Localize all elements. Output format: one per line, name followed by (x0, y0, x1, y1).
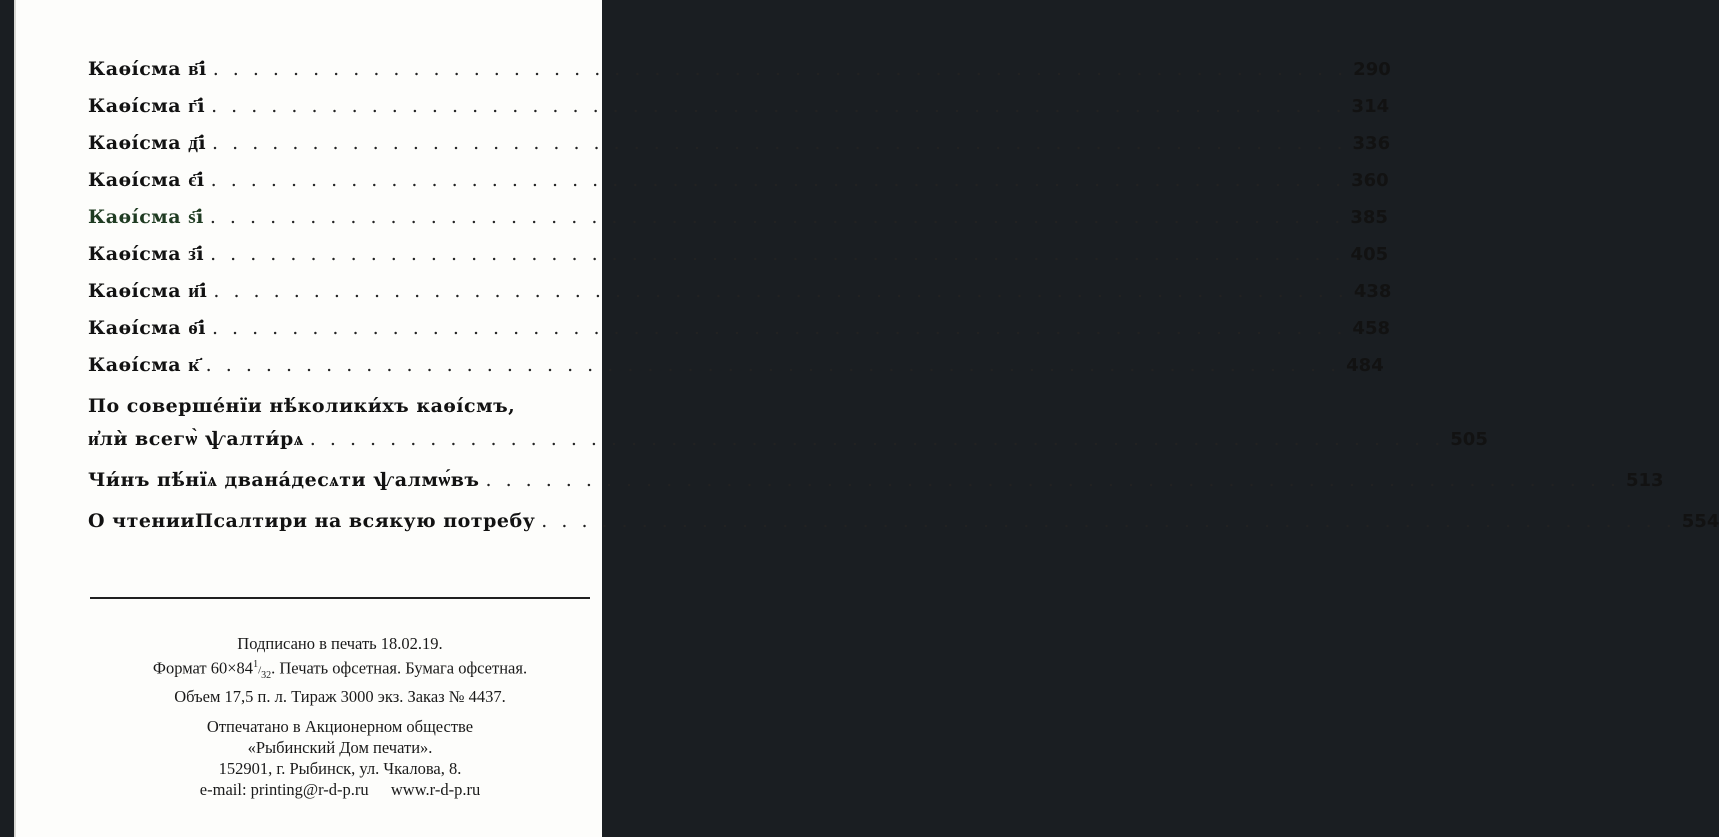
dot-leader: . . . . . . . . . . . . . . . . . . . . . . . . . . . . . . . . . . . . . . . . . . . . . . . . . . . . . . . . . (210, 169, 1346, 191)
toc-entry-title: О чтенииПсалтири на всякую потребу (88, 510, 536, 532)
toc-entry (88, 510, 1719, 547)
signed-date: Подписано в печать 18.02.19. (237, 634, 443, 653)
toc-entry-title: Каѳі́сма з҃і (88, 243, 205, 265)
dot-leader: . . . . . . . . . . . . . . . . . . . . . . . . . . . . . . . . . . . . . . . . . . . . . . . . . . . . . . . . . (211, 317, 1347, 339)
toc-entry-title: и҆лѝ всегѡ̀ ѱалти́рѧ (88, 428, 304, 450)
toc-entry (88, 469, 1664, 506)
printer-info (90, 716, 590, 800)
dot-leader: . . . . . . . . . . . . . . . . . . . . . . . . . . . . . . . . . . . . . . . . . . . . . . . . . . . . . . . . . (309, 428, 1445, 450)
toc-entry-page: 438 (1353, 281, 1392, 302)
toc-entry-page: 554 (1681, 511, 1719, 532)
toc-entry-page: 484 (1346, 355, 1384, 376)
toc-entry-title: Каѳі́сма є҃і (88, 169, 205, 191)
format-prefix: Формат 60×84 (152, 658, 254, 678)
dot-leader: . . . . . . . . . . . . . . . . . . . . . . . . . . . . . . . . . . . . . . . . . . . . . . . . . . . . . . . . . (213, 280, 1348, 302)
contact-line (90, 779, 590, 800)
toc-entry (88, 95, 1390, 132)
company-name: «Рыбинский Дом печати». (247, 738, 433, 757)
toc-entry-page: 505 (1450, 429, 1488, 450)
toc-entry-title: Каѳі́сма ѳ҃і (88, 317, 206, 339)
toc-entry (88, 280, 1392, 317)
dot-leader: . . . . . . . . . . . . . . . . . . . . . . . . . . . . . . . . . . . . . . . . . . . . . . . . . . . . . . . . . (211, 95, 1346, 117)
format-suffix: . Печать офсетная. Бумага офсетная. (271, 658, 528, 678)
toc-entry-title: Каѳі́сма г҃і (88, 95, 206, 117)
toc-entry-title: Каѳі́сма ѕ҃і (88, 206, 204, 228)
toc-entry-page: 385 (1350, 207, 1388, 228)
format-denominator: 32 (261, 669, 272, 681)
toc-entry-page: 360 (1351, 170, 1389, 191)
toc-entry-title: Каѳі́сма д҃і (88, 132, 207, 154)
dot-leader: . . . . . . . . . . . . . . . . . . . . . . . . . . . . . . . . . . . . . . . . . . . . . . . . . . . . . . . . . (485, 469, 1620, 491)
format-numerator: 1 (253, 659, 259, 670)
dot-leader: . . . . . . . . . . . . . . . . . . . . . . . . . . . . . . . . . . . . . . . . . . . . . . . . . . . . . . . . . (212, 58, 1348, 80)
toc-entry-page: 290 (1353, 59, 1391, 80)
toc-entry (88, 132, 1391, 169)
volume-line: Объем 17,5 п. л. Тираж 3000 экз. Заказ № 4437. (174, 686, 506, 706)
dot-leader: . . . . . . . . . . . . . . . . . . . . . . . . . . . . . . . . . . . . . . . . . . . . . . . . . . . . . . . . . (212, 132, 1347, 154)
email-text: e-mail: printing@r-d-p.ru (199, 780, 369, 799)
divider-rule (90, 597, 590, 599)
toc-entry-title: Каѳі́сма и҃і (88, 280, 208, 302)
website-text: www.r-d-p.ru (390, 780, 481, 799)
printed-by: Отпечатано в Акционерном обществе (206, 717, 474, 736)
dot-leader: . . . . . . . . . . . . . . . . . . . . . . . . . . . . . . . . . . . . . . . . . . . . . . . . . . . . . . . . . (209, 206, 1345, 228)
print-specs (90, 633, 590, 707)
dot-leader: . . . . . . . . . . . . . . . . . . . . . . . . . . . . . . . . . . . . . . . . . . . . . . . . . . . . . . . . . (541, 510, 1676, 532)
book-page (14, 0, 1719, 837)
toc-entry-title: Каѳі́сма в҃і (88, 58, 207, 80)
toc-entry (88, 354, 1384, 391)
address-line: 152901, г. Рыбинск, ул. Чкалова, 8. (218, 759, 462, 778)
toc-entry-title: Чи́нъ пѣ́нїѧ двана́десѧти ѱалмѡ́въ (88, 469, 480, 491)
dot-leader: . . . . . . . . . . . . . . . . . . . . . . . . . . . . . . . . . . . . . . . . . . . . . . . . . . . . . . . . . (205, 354, 1341, 376)
format-line (90, 654, 590, 686)
toc-entry (88, 58, 1391, 95)
toc-entry (88, 317, 1390, 354)
toc-entry (88, 169, 1389, 206)
fraction-slash: / (258, 664, 262, 677)
dot-leader: . . . . . . . . . . . . . . . . . . . . . . . . . . . . . . . . . . . . . . . . . . . . . . . . . . . . . . . . . (210, 243, 1345, 265)
toc-entry (88, 243, 1389, 280)
toc-entry-page: 314 (1351, 96, 1390, 117)
table-of-contents (88, 58, 1719, 547)
toc-entry-page: 458 (1352, 318, 1390, 339)
toc-entry-page: 336 (1352, 133, 1391, 154)
toc-entry-title: Каѳі́сма к҃ (88, 354, 200, 376)
toc-entry-page: 513 (1625, 470, 1664, 491)
toc-entry-page: 405 (1350, 244, 1389, 265)
toc-entry (88, 206, 1388, 243)
toc-entry-multiline-first: По соверше́нїи нѣ́колики́хъ каѳі́смъ, (88, 395, 516, 417)
toc-entry (88, 428, 1488, 465)
